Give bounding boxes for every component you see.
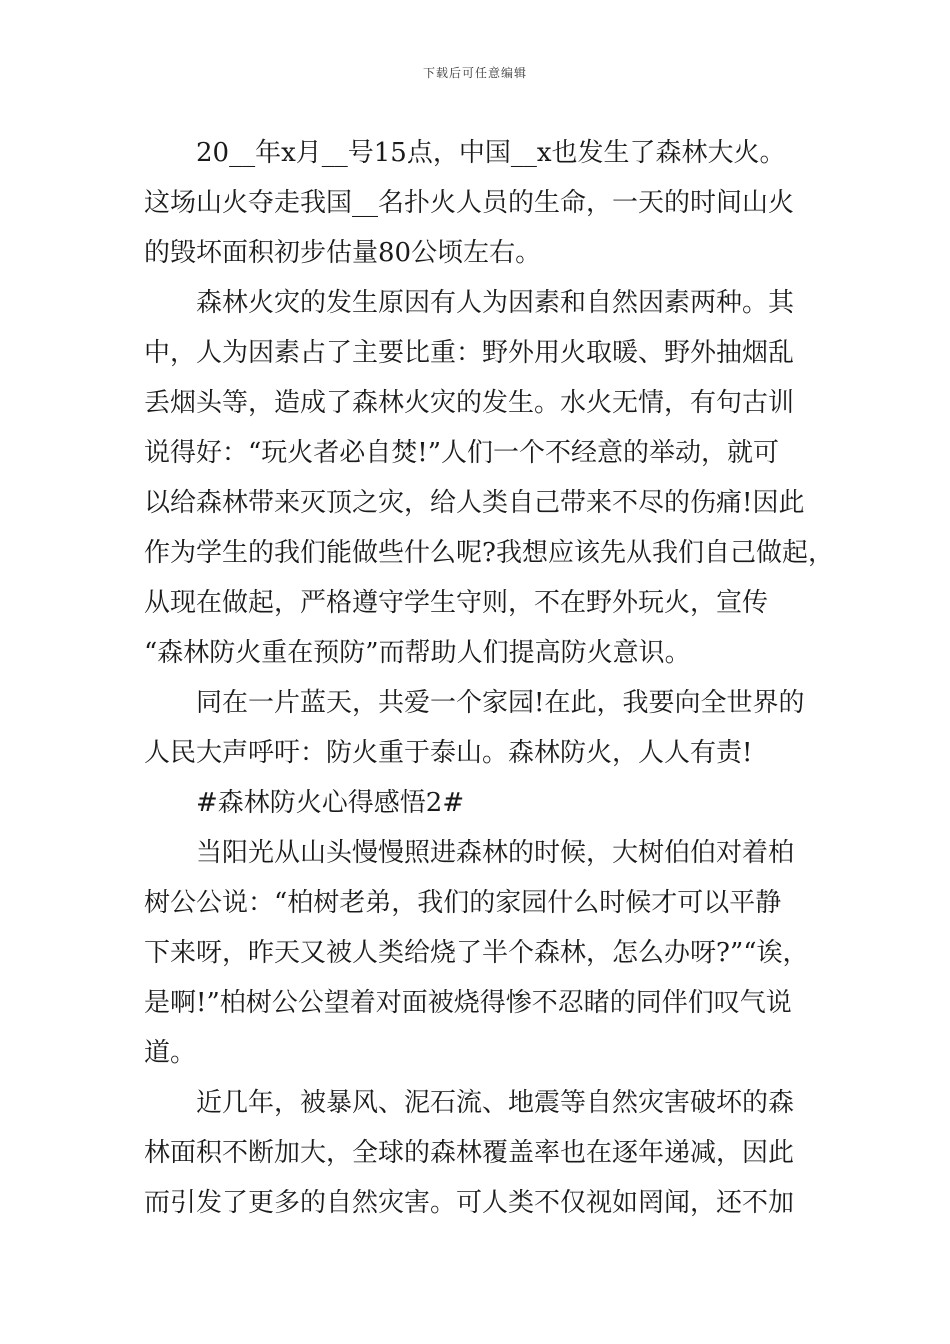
text-line: 说得好：“玩火者必自焚!”人们一个不经意的举动，就可: [144, 438, 780, 468]
page-header: 下载后可任意编辑: [422, 66, 527, 80]
text-line: 中，人为因素占了主要比重：野外用火取暖、野外抽烟乱: [144, 338, 795, 368]
text-line: 而引发了更多的自然灾害。可人类不仅视如罔闻，还不加: [144, 1188, 795, 1218]
text-line: 同在一片蓝天，共爱一个家园!在此，我要向全世界的: [196, 688, 805, 718]
text-line: 当阳光从山头慢慢照进森林的时候，大树伯伯对着柏: [196, 838, 795, 868]
text-line: 20__年x月__号15点，中国__x也发生了森林大火。: [196, 138, 786, 168]
text-line: 近几年，被暴风、泥石流、地震等自然灾害破坏的森: [196, 1088, 795, 1118]
text-line: “森林防火重在预防”而帮助人们提高防火意识。: [144, 638, 691, 668]
text-line: 树公公说：“柏树老弟，我们的家园什么时候才可以平静: [144, 888, 782, 918]
text-line: 的毁坏面积初步估量80公顷左右。: [144, 238, 542, 268]
text-line: 以给森林带来灭顶之灾，给人类自己带来不尽的伤痛!因此: [144, 488, 805, 518]
text-line: 从现在做起，严格遵守学生守则，不在野外玩火，宣传: [144, 588, 769, 618]
section-heading: #森林防火心得感悟2#: [196, 788, 465, 818]
text-line: 丢烟头等，造成了森林火灾的发生。水火无情，有句古训: [144, 388, 795, 418]
document-body: [144, 128, 834, 1228]
text-line: 林面积不断加大，全球的森林覆盖率也在逐年递减，因此: [144, 1138, 795, 1168]
text-line: 道。: [144, 1038, 197, 1068]
text-line: 人民大声呼吁：防火重于泰山。森林防火，人人有责!: [144, 738, 753, 768]
text-line: 这场山火夺走我国__名扑火人员的生命，一天的时间山火: [144, 188, 795, 218]
text-line: 森林火灾的发生原因有人为因素和自然因素两种。其: [196, 288, 795, 318]
text-line: 作为学生的我们能做些什么呢?我想应该先从我们自己做起，: [144, 538, 834, 568]
text-line: 下来呀，昨天又被人类给烧了半个森林，怎么办呀?”“诶，: [144, 938, 809, 968]
text-line: 是啊!”柏树公公望着对面被烧得惨不忍睹的同伴们叹气说: [144, 988, 792, 1018]
